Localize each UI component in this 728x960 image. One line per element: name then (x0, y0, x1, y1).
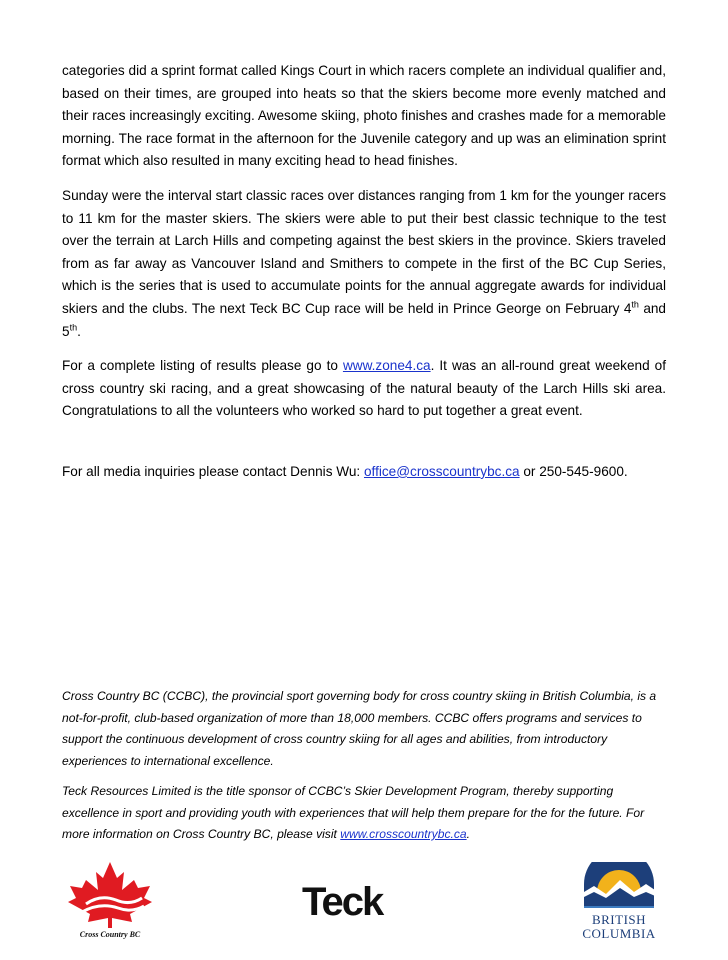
teck-logo (302, 876, 394, 928)
paragraph-results (62, 355, 666, 423)
paragraph-classic-races (62, 185, 666, 343)
bc-line-british: BRITISH (591, 912, 647, 927)
zone4-link[interactable]: www.zone4.ca (342, 358, 431, 374)
ccbc-caption: Cross Country BC (79, 930, 141, 939)
cross-country-bc-logo (60, 860, 160, 944)
media-text-post: or 250-545-9600. (519, 463, 628, 479)
british-columbia-logo (574, 862, 664, 942)
sun-mountains-icon (574, 862, 664, 910)
boilerplate-footer (62, 686, 672, 855)
crosscountrybc-link[interactable]: www.crosscountrybc.ca (340, 827, 467, 841)
media-text-pre: For all media inquiries please contact Dennis Wu: (62, 463, 364, 479)
period-text: . (77, 323, 81, 339)
teck-sponsor-text: Teck Resources Limited is the title sponsor of CCBC’s Skier Development Program, thereby supporting excellence in sport and providing youth with experiences that will help them prepare for the for the future. For more information on Cross Country BC, please visit (62, 784, 645, 841)
classic-races-text: Sunday were the interval start classic races over distances ranging from 1 km for the younger racers to 11 km for the master skiers. The skiers were able to put their best classic technique to the test over the terrain at Larch Hills and competing against the best skiers in the province. Skiers traveled from as far away as Vancouver Island and Smithers to compete in the first of the BC Cup Series, which is the series that is used to accumulate points for the annual aggregate awards for individual skiers and the clubs. The next Teck BC Cup race will be held in Prince George on February 4 (62, 187, 666, 316)
ordinal-suffix-5th: th (69, 322, 78, 332)
results-text-pre: For a complete listing of results please go to (62, 358, 343, 374)
teck-sponsor-period: . (466, 827, 470, 841)
paragraph-media-contact (62, 461, 666, 484)
maple-leaf-icon (60, 860, 160, 930)
bc-line-columbia: COLUMBIA (582, 926, 656, 941)
footer-about-ccbc: Cross Country BC (CCBC), the provincial sport governing body for cross country skiing in British Columbia, is a not-for-profit, club-based organization of more than 18,000 members. CCBC offers programs and services to support the continuous development of cross country skiing for all ages and abilities, from introductory experiences to international excellence. (62, 689, 657, 768)
office-email-link[interactable]: office@crosscountrybc.ca (363, 463, 520, 479)
footer-teck-sponsor (62, 781, 672, 846)
teck-wordmark: Teck (302, 880, 383, 924)
paragraph-sprint-format: categories did a sprint format called Kings Court in which racers complete an individual qualifier and, based on their times, are grouped into heats so that the skiers become more evenly matched and their races increasingly exciting. Awesome skiing, photo finishes and crashes made for a memorable morning. The race format in the afternoon for the Juvenile category and up was an elimination sprint format which also resulted in many exciting head to head finishes. (62, 63, 666, 169)
and-text: and 5 (62, 300, 666, 339)
ordinal-suffix-4th: th (631, 299, 639, 310)
article-body (62, 60, 666, 496)
results-text-post: . It was an all-round great weekend of cross country ski racing, and a great showcasing of the natural beauty of the Larch Hills ski area. Congratulations to all the volunteers who worked so hard to put together a great event. (62, 358, 666, 419)
